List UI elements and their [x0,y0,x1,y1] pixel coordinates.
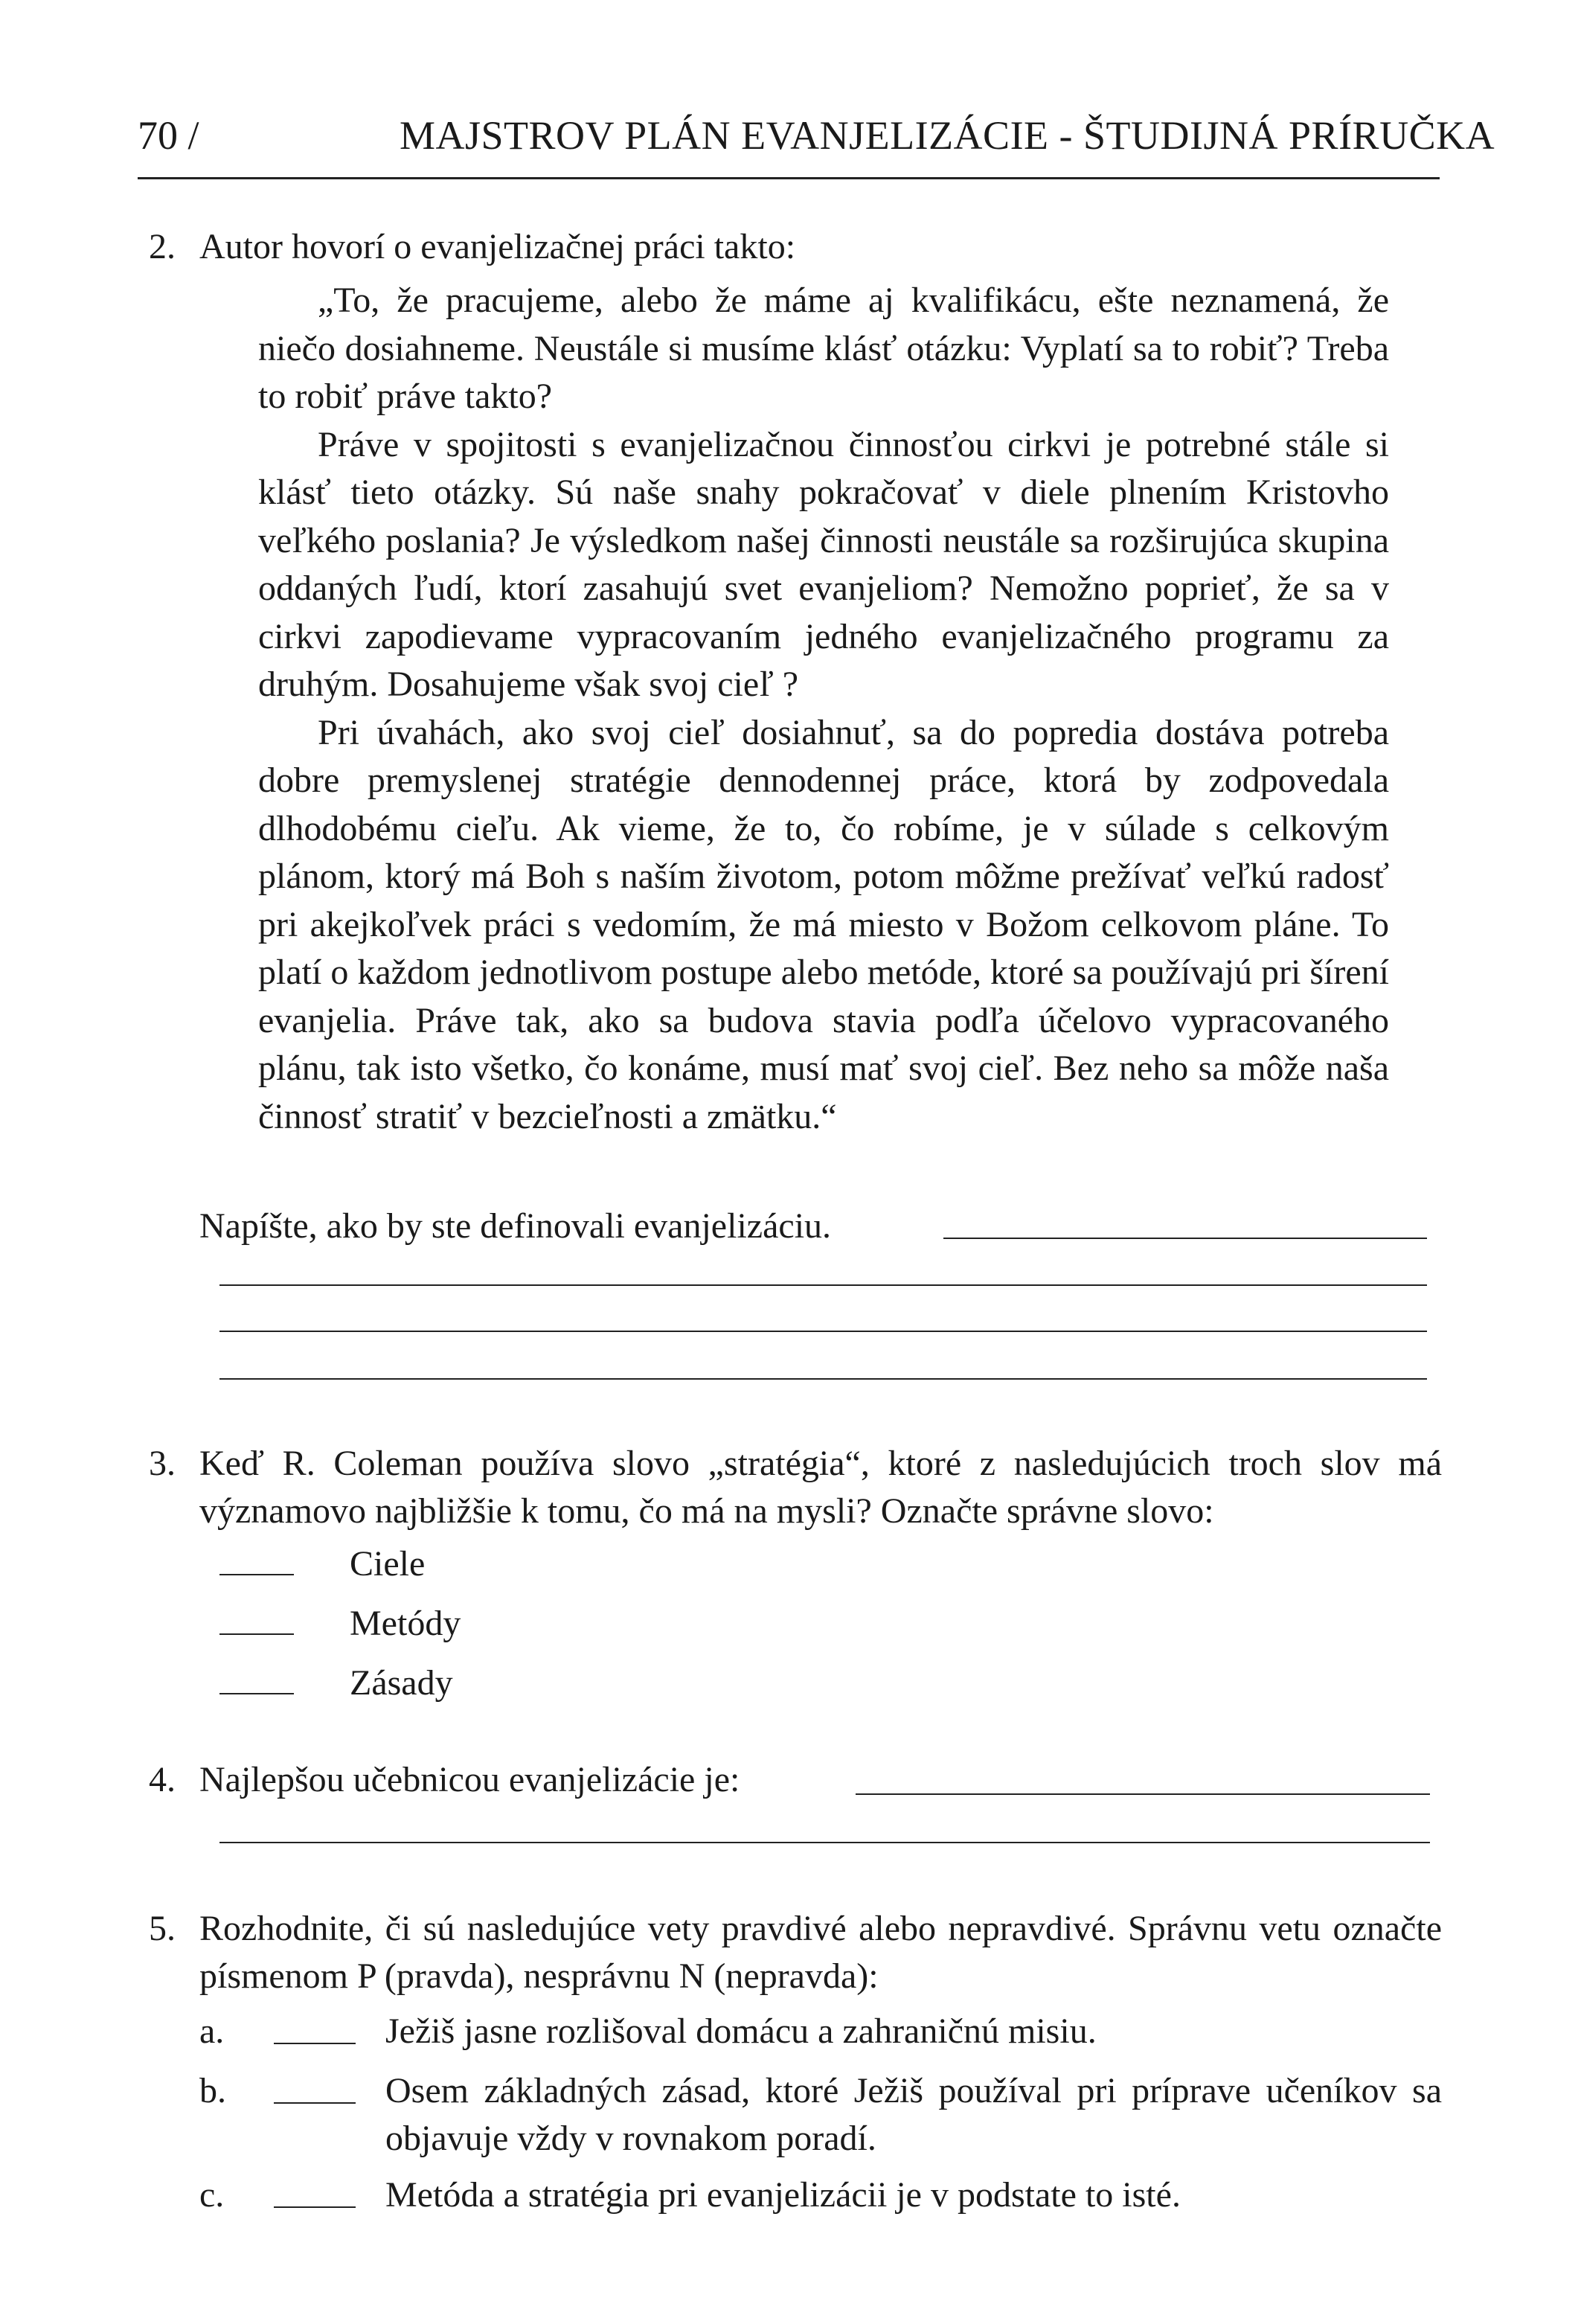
q2-answer-line-4[interactable] [219,1378,1427,1380]
option-zasady-label: Zásady [350,1663,453,1703]
q2-answer-line-3[interactable] [219,1331,1427,1332]
quote-paragraph-2: Práve v spojitosti s evanjelizačnou činnosťou cirkvi je potrebné stále si klásť tieto otázky. Sú naše snahy pokračovať v diele plnením Kristovho veľkého poslania? Je výsledkom našej činnosti neustále sa rozširujúca skupina oddaných ľudí, ktorí zasahujú svet evanjeliom? Nemožno poprieť, že sa v cirkvi zapodievame vypracovaním jedného evanjelizačného programu za druhým. Dosahujeme však svoj cieľ ? [258,424,1389,704]
q4-answer-line-2[interactable] [219,1842,1430,1843]
item-b-text: Osem základných zásad, ktoré Ježiš používal pri príprave učeníkov sa objavuje vždy v rovnakom poradí. [385,2071,1442,2158]
option-ciele-line[interactable] [219,1574,294,1575]
header-divider [138,177,1440,179]
q4-number: 4. [149,1760,176,1799]
q2-number: 2. [149,227,176,266]
item-b-letter: b. [199,2071,226,2110]
option-metody-line[interactable] [219,1633,294,1635]
page-number: 70 / [138,113,199,158]
q4-text: Najlepšou učebnicou evanjelizácie je: [199,1760,740,1799]
q3-text: Keď R. Coleman používa slovo „stratégia“, ktoré z nasledujúcich troch slov má významovo najbližšie k tomu, čo má na mysli? Označte správne slovo: [199,1444,1442,1531]
item-c-answer-line[interactable] [274,2206,356,2208]
option-metody-label: Metódy [350,1604,461,1643]
option-ciele-label: Ciele [350,1544,426,1584]
quote-paragraph-3: Pri úvahách, ako svoj cieľ dosiahnuť, sa do popredia dostáva potreba dobre premyslenej stratégie dennodennej práce, ktorá by zodpovedala dlhodobému cieľu. Ak vieme, že to, čo robíme, je v súlade s celkovým plánom, ktorý má Boh s naším životom, potom môžme prežívať veľkú radosť pri akejkoľvek práci s vedomím, že má miesto v Božom celkovom pláne. To platí o každom jednotlivom postupe alebo metóde, ktoré sa používajú pri šírení evanjelia. Práve tak, ako sa budova stavia podľa účelovo vypracovaného plánu, tak isto všetko, čo konáme, musí mať svoj cieľ. Bez neho sa môže naša činnosť stratiť v bezcieľnosti a zmätku.“ [258,712,1389,1136]
item-c-letter: c. [199,2175,225,2215]
running-title: MAJSTROV PLÁN EVANJELIZÁCIE - ŠTUDIJNÁ PRÍRUČKA [400,113,1495,158]
item-c-text: Metóda a stratégia pri evanjelizácii je v podstate to isté. [385,2175,1181,2215]
q2-quote [258,277,1389,1141]
item-a-text: Ježiš jasne rozlišoval domácu a zahraničnú misiu. [385,2011,1097,2051]
q2-intro: Autor hovorí o evanjelizačnej práci takto: [199,227,796,266]
q5-number: 5. [149,1909,176,1948]
item-b-answer-line[interactable] [274,2102,356,2104]
quote-paragraph-1: „To, že pracujeme, alebo že máme aj kvalifikácu, ešte neznamená, že niečo dosiahneme. Neustále si musíme klásť otázku: Vyplatí sa to robiť? Treba to robiť práve takto? [258,281,1389,416]
item-a-letter: a. [199,2011,225,2051]
q2-answer-line-1[interactable] [943,1238,1427,1239]
option-zasady-line[interactable] [219,1693,294,1694]
q5-text: Rozhodnite, či sú nasledujúce vety pravdivé alebo nepravdivé. Správnu vetu označte písmenom P (pravda), nesprávnu N (nepravda): [199,1909,1442,1996]
q2-answer-line-2[interactable] [219,1284,1427,1286]
q2-prompt: Napíšte, ako by ste definovali evanjelizáciu. [199,1206,832,1246]
q3-number: 3. [149,1444,176,1483]
q4-answer-line-1[interactable] [856,1793,1430,1795]
item-a-answer-line[interactable] [274,2043,356,2044]
